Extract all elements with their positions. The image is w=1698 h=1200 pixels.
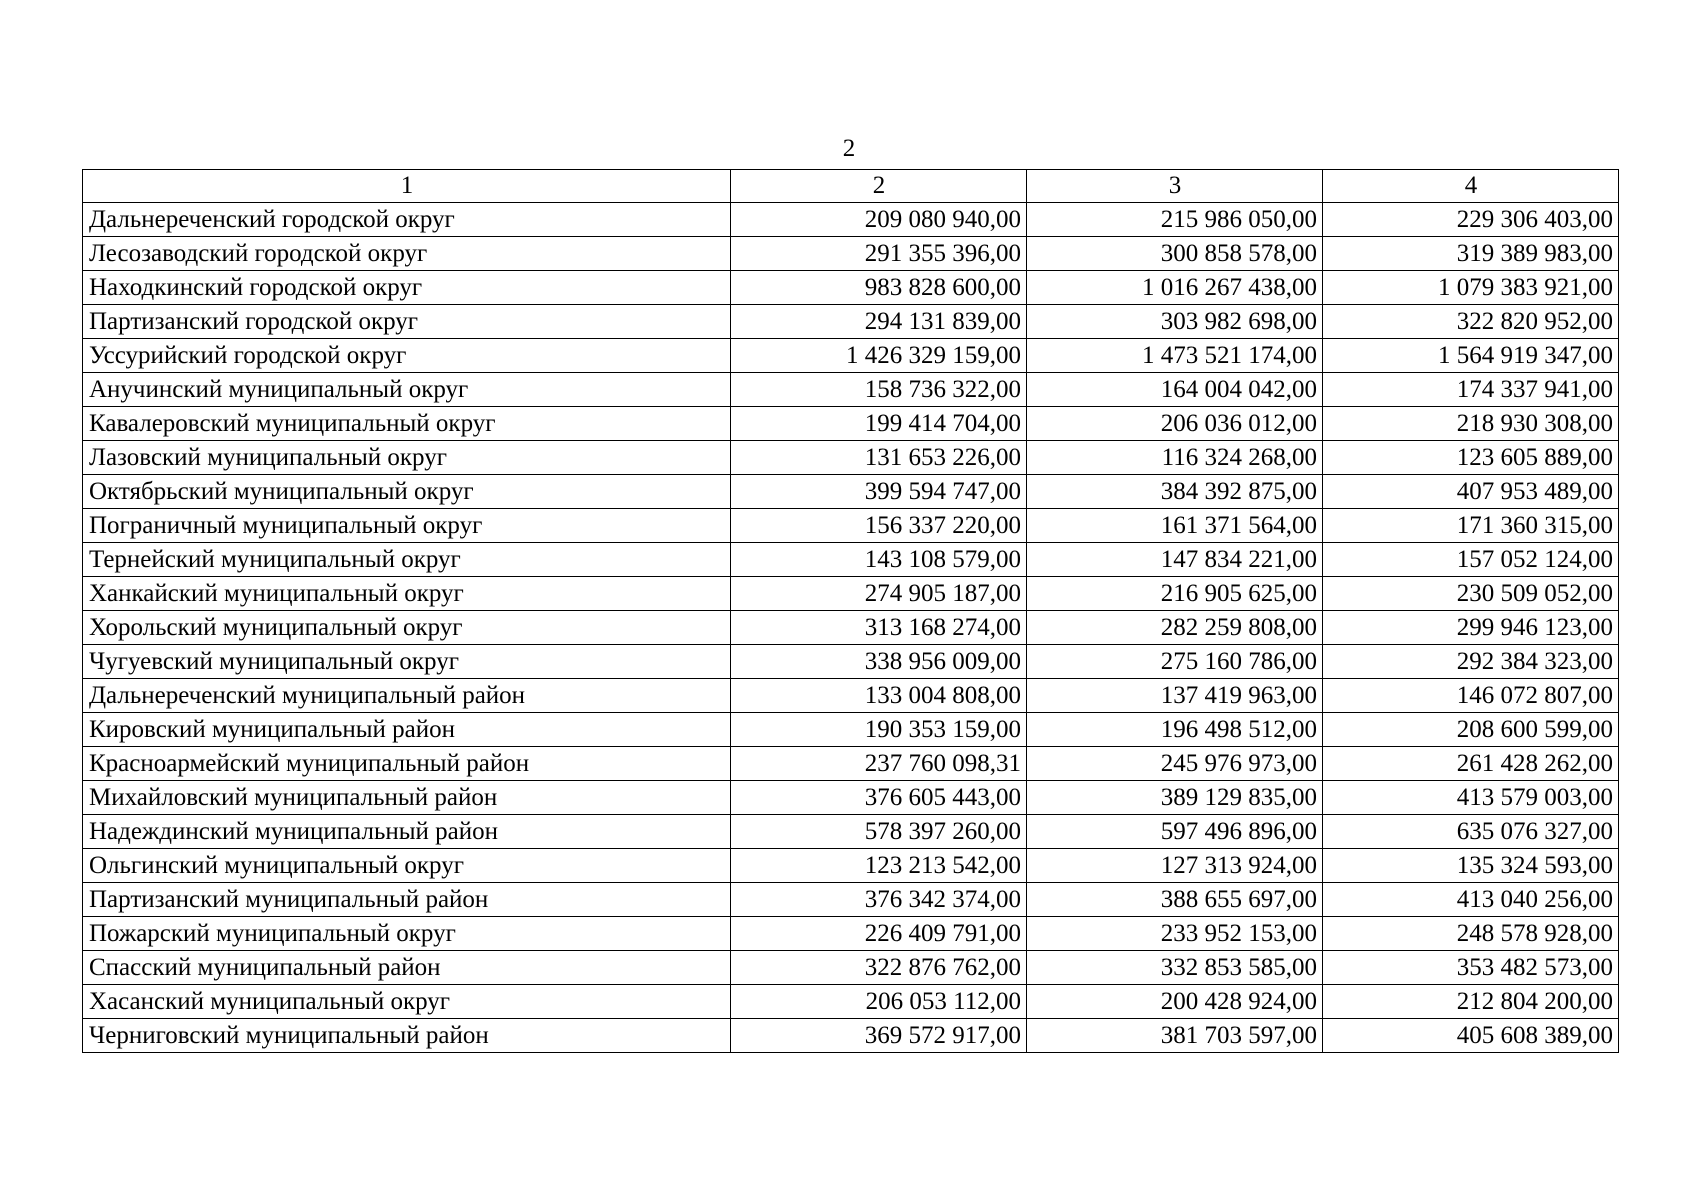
column-3-value-cell: 389 129 835,00 (1027, 781, 1323, 815)
column-3-value-cell: 300 858 578,00 (1027, 237, 1323, 271)
table-row (83, 1019, 1619, 1053)
municipality-name-cell: Анучинский муниципальный округ (83, 373, 731, 407)
column-4-value-cell: 261 428 262,00 (1323, 747, 1619, 781)
table-row (83, 781, 1619, 815)
column-header-2: 2 (731, 170, 1027, 203)
municipality-name-cell: Хорольский муниципальный округ (83, 611, 731, 645)
column-3-value-cell: 1 016 267 438,00 (1027, 271, 1323, 305)
table-row (83, 441, 1619, 475)
table-row (83, 611, 1619, 645)
column-4-value-cell: 135 324 593,00 (1323, 849, 1619, 883)
table-row (83, 237, 1619, 271)
column-3-value-cell: 1 473 521 174,00 (1027, 339, 1323, 373)
column-3-value-cell: 597 496 896,00 (1027, 815, 1323, 849)
column-4-value-cell: 319 389 983,00 (1323, 237, 1619, 271)
column-3-value-cell: 161 371 564,00 (1027, 509, 1323, 543)
column-3-value-cell: 245 976 973,00 (1027, 747, 1323, 781)
column-2-value-cell: 237 760 098,31 (731, 747, 1027, 781)
table-row (83, 203, 1619, 237)
table-row (83, 305, 1619, 339)
table-row (83, 883, 1619, 917)
table-row (83, 271, 1619, 305)
municipality-name-cell: Хасанский муниципальный округ (83, 985, 731, 1019)
column-4-value-cell: 212 804 200,00 (1323, 985, 1619, 1019)
column-3-value-cell: 332 853 585,00 (1027, 951, 1323, 985)
municipality-name-cell: Партизанский муниципальный район (83, 883, 731, 917)
column-2-value-cell: 133 004 808,00 (731, 679, 1027, 713)
municipality-name-cell: Кавалеровский муниципальный округ (83, 407, 731, 441)
column-header-1: 1 (83, 170, 731, 203)
municipality-name-cell: Спасский муниципальный район (83, 951, 731, 985)
column-2-value-cell: 209 080 940,00 (731, 203, 1027, 237)
table-body (83, 170, 1619, 1053)
column-3-value-cell: 381 703 597,00 (1027, 1019, 1323, 1053)
column-3-value-cell: 215 986 050,00 (1027, 203, 1323, 237)
column-2-value-cell: 291 355 396,00 (731, 237, 1027, 271)
municipality-name-cell: Кировский муниципальный район (83, 713, 731, 747)
column-3-value-cell: 384 392 875,00 (1027, 475, 1323, 509)
table-header-row (83, 170, 1619, 203)
table-row (83, 951, 1619, 985)
table-row (83, 747, 1619, 781)
column-2-value-cell: 190 353 159,00 (731, 713, 1027, 747)
column-4-value-cell: 171 360 315,00 (1323, 509, 1619, 543)
column-3-value-cell: 196 498 512,00 (1027, 713, 1323, 747)
municipality-name-cell: Находкинский городской округ (83, 271, 731, 305)
municipality-name-cell: Красноармейский муниципальный район (83, 747, 731, 781)
column-3-value-cell: 116 324 268,00 (1027, 441, 1323, 475)
column-3-value-cell: 303 982 698,00 (1027, 305, 1323, 339)
column-3-value-cell: 233 952 153,00 (1027, 917, 1323, 951)
column-4-value-cell: 292 384 323,00 (1323, 645, 1619, 679)
column-2-value-cell: 322 876 762,00 (731, 951, 1027, 985)
column-4-value-cell: 413 579 003,00 (1323, 781, 1619, 815)
column-2-value-cell: 313 168 274,00 (731, 611, 1027, 645)
column-4-value-cell: 218 930 308,00 (1323, 407, 1619, 441)
column-4-value-cell: 146 072 807,00 (1323, 679, 1619, 713)
column-4-value-cell: 174 337 941,00 (1323, 373, 1619, 407)
municipality-name-cell: Октябрьский муниципальный округ (83, 475, 731, 509)
column-3-value-cell: 137 419 963,00 (1027, 679, 1323, 713)
budget-table (82, 169, 1619, 1053)
table-row (83, 815, 1619, 849)
column-3-value-cell: 282 259 808,00 (1027, 611, 1323, 645)
municipality-name-cell: Дальнереченский городской округ (83, 203, 731, 237)
table-row (83, 645, 1619, 679)
column-2-value-cell: 156 337 220,00 (731, 509, 1027, 543)
table-row (83, 509, 1619, 543)
column-2-value-cell: 338 956 009,00 (731, 645, 1027, 679)
municipality-name-cell: Тернейский муниципальный округ (83, 543, 731, 577)
column-2-value-cell: 158 736 322,00 (731, 373, 1027, 407)
table-row (83, 985, 1619, 1019)
column-4-value-cell: 208 600 599,00 (1323, 713, 1619, 747)
column-4-value-cell: 1 564 919 347,00 (1323, 339, 1619, 373)
column-header-3: 3 (1027, 170, 1323, 203)
column-2-value-cell: 294 131 839,00 (731, 305, 1027, 339)
table-row (83, 713, 1619, 747)
column-2-value-cell: 376 342 374,00 (731, 883, 1027, 917)
column-3-value-cell: 206 036 012,00 (1027, 407, 1323, 441)
municipality-name-cell: Уссурийский городской округ (83, 339, 731, 373)
column-4-value-cell: 230 509 052,00 (1323, 577, 1619, 611)
column-3-value-cell: 275 160 786,00 (1027, 645, 1323, 679)
municipality-name-cell: Лазовский муниципальный округ (83, 441, 731, 475)
column-3-value-cell: 147 834 221,00 (1027, 543, 1323, 577)
column-2-value-cell: 1 426 329 159,00 (731, 339, 1027, 373)
column-2-value-cell: 143 108 579,00 (731, 543, 1027, 577)
column-4-value-cell: 353 482 573,00 (1323, 951, 1619, 985)
column-4-value-cell: 322 820 952,00 (1323, 305, 1619, 339)
municipality-name-cell: Дальнереченский муниципальный район (83, 679, 731, 713)
column-2-value-cell: 274 905 187,00 (731, 577, 1027, 611)
column-4-value-cell: 157 052 124,00 (1323, 543, 1619, 577)
table-row (83, 849, 1619, 883)
column-2-value-cell: 578 397 260,00 (731, 815, 1027, 849)
municipality-name-cell: Черниговский муниципальный район (83, 1019, 731, 1053)
table-row (83, 679, 1619, 713)
page-number: 2 (842, 135, 856, 162)
municipality-name-cell: Лесозаводский городской округ (83, 237, 731, 271)
table-row (83, 407, 1619, 441)
municipality-name-cell: Партизанский городской округ (83, 305, 731, 339)
column-3-value-cell: 164 004 042,00 (1027, 373, 1323, 407)
column-4-value-cell: 248 578 928,00 (1323, 917, 1619, 951)
column-2-value-cell: 199 414 704,00 (731, 407, 1027, 441)
municipality-name-cell: Ольгинский муниципальный округ (83, 849, 731, 883)
municipality-name-cell: Михайловский муниципальный район (83, 781, 731, 815)
column-header-4: 4 (1323, 170, 1619, 203)
column-2-value-cell: 123 213 542,00 (731, 849, 1027, 883)
municipality-name-cell: Пограничный муниципальный округ (83, 509, 731, 543)
column-3-value-cell: 216 905 625,00 (1027, 577, 1323, 611)
column-2-value-cell: 376 605 443,00 (731, 781, 1027, 815)
table-row (83, 475, 1619, 509)
column-4-value-cell: 299 946 123,00 (1323, 611, 1619, 645)
column-2-value-cell: 399 594 747,00 (731, 475, 1027, 509)
municipality-name-cell: Надеждинский муниципальный район (83, 815, 731, 849)
column-3-value-cell: 200 428 924,00 (1027, 985, 1323, 1019)
table-row (83, 339, 1619, 373)
table-row (83, 373, 1619, 407)
column-4-value-cell: 413 040 256,00 (1323, 883, 1619, 917)
table-row (83, 917, 1619, 951)
column-2-value-cell: 369 572 917,00 (731, 1019, 1027, 1053)
column-4-value-cell: 405 608 389,00 (1323, 1019, 1619, 1053)
column-2-value-cell: 226 409 791,00 (731, 917, 1027, 951)
municipality-name-cell: Пожарский муниципальный округ (83, 917, 731, 951)
column-3-value-cell: 127 313 924,00 (1027, 849, 1323, 883)
municipality-name-cell: Ханкайский муниципальный округ (83, 577, 731, 611)
column-4-value-cell: 229 306 403,00 (1323, 203, 1619, 237)
column-4-value-cell: 407 953 489,00 (1323, 475, 1619, 509)
table-row (83, 577, 1619, 611)
column-2-value-cell: 983 828 600,00 (731, 271, 1027, 305)
column-3-value-cell: 388 655 697,00 (1027, 883, 1323, 917)
column-2-value-cell: 131 653 226,00 (731, 441, 1027, 475)
column-4-value-cell: 123 605 889,00 (1323, 441, 1619, 475)
column-4-value-cell: 635 076 327,00 (1323, 815, 1619, 849)
municipality-name-cell: Чугуевский муниципальный округ (83, 645, 731, 679)
table-row (83, 543, 1619, 577)
column-2-value-cell: 206 053 112,00 (731, 985, 1027, 1019)
column-4-value-cell: 1 079 383 921,00 (1323, 271, 1619, 305)
